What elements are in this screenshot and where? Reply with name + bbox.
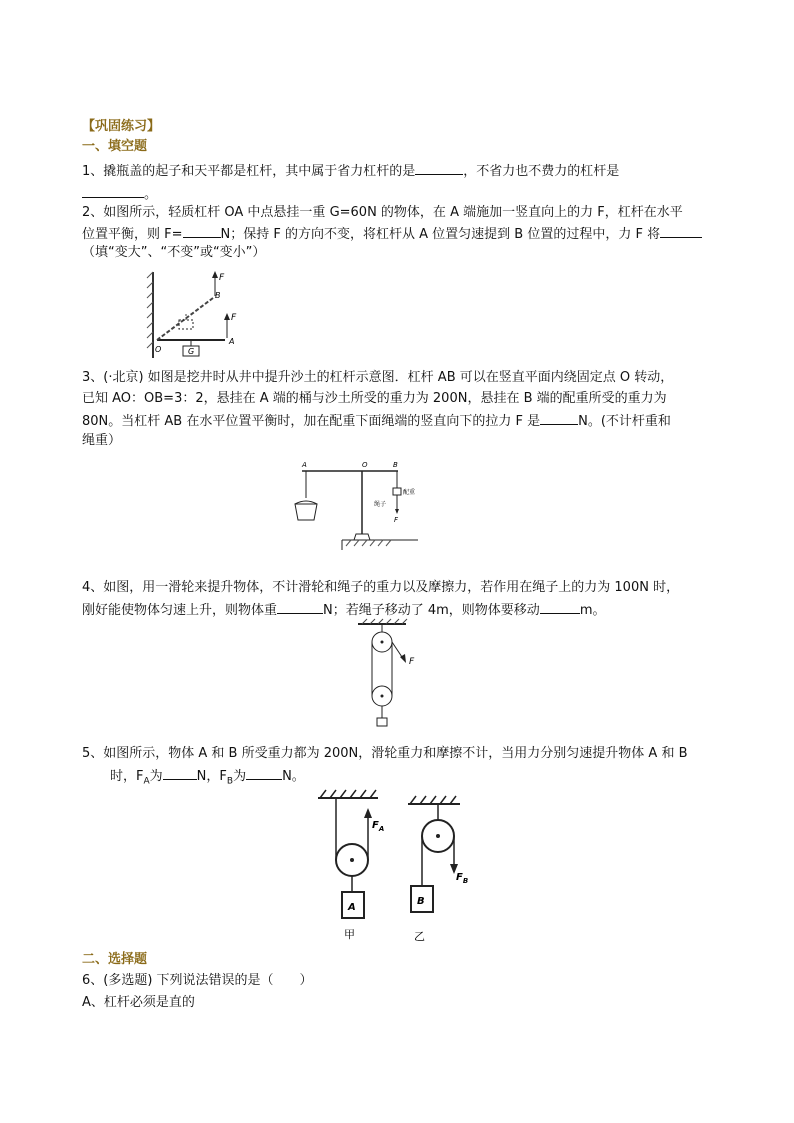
figure-lever-wall: [145, 268, 245, 360]
label-b: B: [215, 291, 221, 300]
answer-blank[interactable]: [82, 183, 144, 198]
label-jia: 甲: [344, 928, 355, 941]
label-fb: $F_B$: [456, 872, 469, 885]
label-a: A: [229, 337, 235, 346]
answer-blank[interactable]: [163, 765, 197, 780]
question-5-line-1: 5、如图所示，物体 A 和 B 所受重力都为 200N，滑轮重力和摩擦不计，当用力分别匀速提升物体 A 和 B: [82, 746, 688, 761]
answer-blank[interactable]: [540, 410, 578, 425]
label-f-right: F: [231, 313, 237, 323]
answer-blank[interactable]: [660, 223, 702, 238]
answer-blank[interactable]: [246, 765, 282, 780]
answer-blank[interactable]: [183, 223, 221, 238]
question-3-line-4: 绳重）: [82, 433, 122, 448]
question-3-line-2: 已知 AO：OB=3：2，悬挂在 A 端的桶与沙土所受的重力为 200N，悬挂在 B 端的配重所受的重力为: [82, 391, 667, 406]
label-g: G: [188, 347, 195, 356]
question-2-line-2: 位置平衡，则 F= N；保持 F 的方向不变，将杠杆从 A 位置匀速提到 B 位置的过程中，力 F 将: [82, 223, 702, 245]
answer-blank[interactable]: [415, 160, 463, 175]
label-o: O: [155, 345, 162, 354]
label-block-a: A: [348, 902, 356, 913]
label-f-top: F: [219, 273, 225, 283]
figure-pulley-yi: [402, 792, 482, 946]
question-6-stem: 6、(多选题) 下列说法错误的是（ ）: [82, 973, 313, 988]
question-6-option-a[interactable]: A、杠杆必须是直的: [82, 995, 195, 1010]
question-3-line-1: 3、(·北京) 如图是挖井时从井中提升沙土的杠杆示意图．杠杆 AB 可以在竖直平面内绕固定点 O 转动，: [82, 370, 674, 385]
label-o: O: [362, 461, 368, 469]
section-choice-heading: 二、选择题: [82, 952, 148, 967]
label-counterweight: 配重: [403, 489, 416, 496]
question-4-line-1: 4、如图，用一滑轮来提升物体，不计滑轮和绳子的重力以及摩擦力，若作用在绳子上的力为 100N 时，: [82, 580, 680, 595]
answer-blank[interactable]: [540, 599, 580, 614]
figure-movable-pulley: [354, 622, 428, 734]
question-3-line-3: 80N。当杠杆 AB 在水平位置平衡时，加在配重下面绳端的竖直向下的拉力 F 是 N。(不计杆重和: [82, 410, 671, 432]
question-1-line-2: 。: [82, 183, 157, 205]
label-block-b: B: [417, 896, 425, 907]
answer-blank[interactable]: [277, 599, 323, 614]
section-title: 【巩固练习】: [82, 119, 161, 134]
figure-well-lever: [290, 458, 420, 550]
label-f: F: [394, 516, 399, 524]
question-2-line-3: （填“变大”、“不变”或“变小”）: [82, 245, 266, 260]
label-yi: 乙: [414, 930, 425, 943]
question-1-line-1: 1、撬瓶盖的起子和天平都是杠杆，其中属于省力杠杆的是 ，不省力也不费力的杠杆是: [82, 160, 619, 182]
label-rope: 绳子: [374, 501, 387, 508]
question-2-line-1: 2、如图所示，轻质杠杆 OA 中点悬挂一重 G=60N 的物体，在 A 端施加一竖直向上的力 F，杠杆在水平: [82, 205, 683, 220]
question-4-line-2: 刚好能使物体匀速上升，则物体重 N；若绳子移动了 4m，则物体要移动 m。: [82, 599, 605, 621]
figure-pulley-jia: [312, 786, 392, 946]
section-fill-blank-heading: 一、填空题: [82, 139, 148, 154]
label-a: A: [302, 461, 307, 469]
label-f: F: [409, 657, 415, 667]
label-fa: $F_A$: [372, 820, 385, 833]
label-b: B: [393, 461, 398, 469]
question-5-line-2: 时，$F_A$为 N，$F_B$为 N。: [110, 765, 305, 792]
